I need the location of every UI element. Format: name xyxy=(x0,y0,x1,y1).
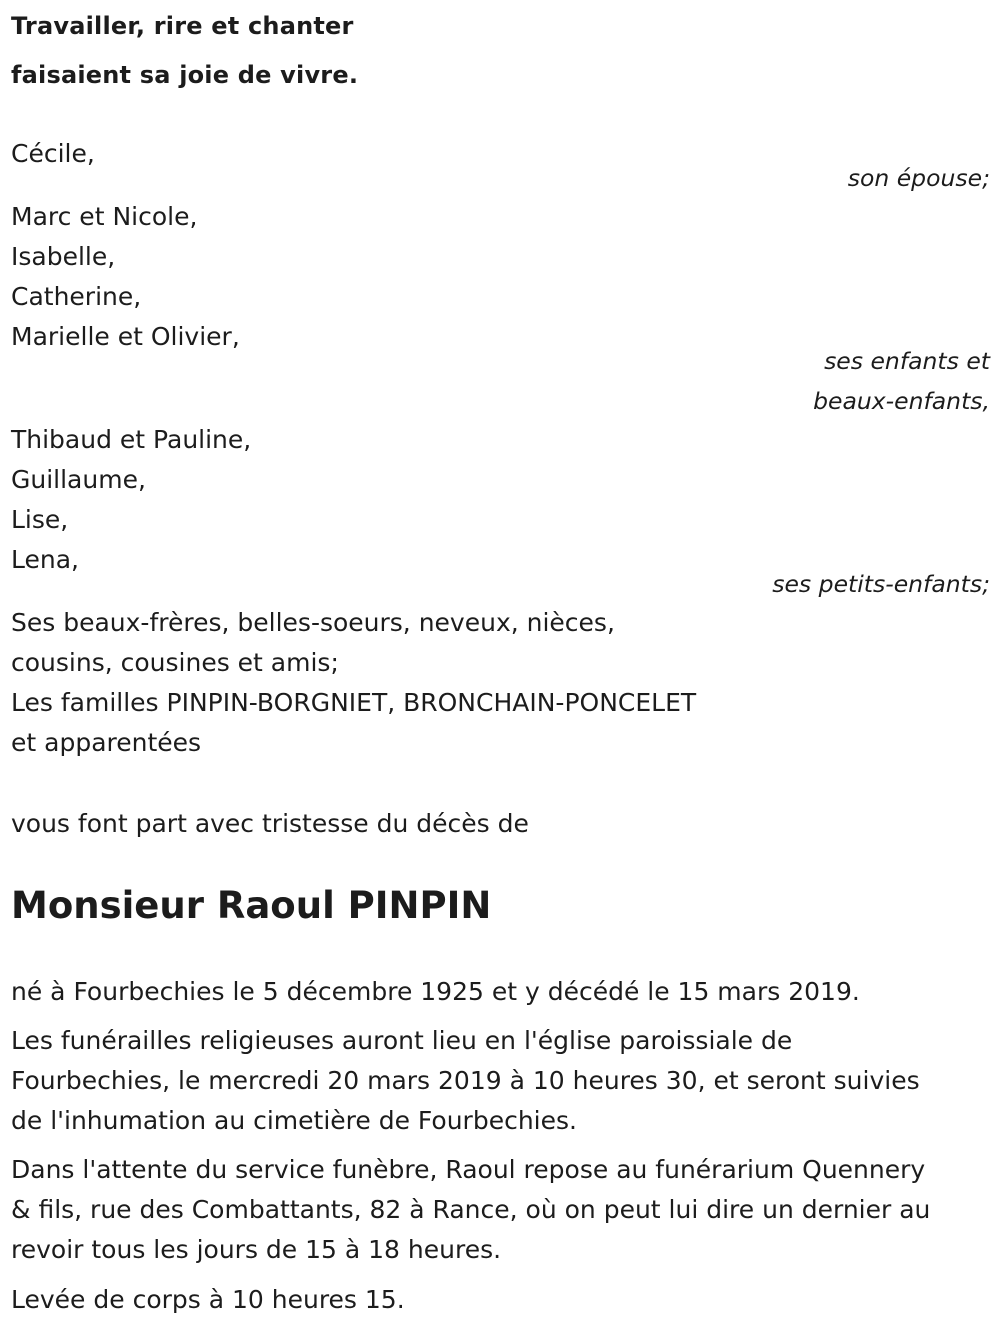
funeral-line: Fourbechies, le mercredi 20 mars 2019 à 10 heures 30, et seront suivies xyxy=(11,1066,920,1095)
children-role-line-1: ses enfants et xyxy=(824,347,990,375)
motto-line-2: faisaient sa joie de vivre. xyxy=(11,61,359,89)
motto-line-1: Travailler, rire et chanter xyxy=(11,12,354,40)
spouse-role: son épouse; xyxy=(847,164,990,192)
extended-family-line: et apparentées xyxy=(11,728,202,757)
grandchild-name: Thibaud et Pauline, xyxy=(11,425,252,454)
grandchild-name: Guillaume, xyxy=(11,465,146,494)
grandchild-name: Lena, xyxy=(11,545,79,574)
levee-text: Levée de corps à 10 heures 15. xyxy=(11,1285,405,1314)
funerarium-line: revoir tous les jours de 15 à 18 heures. xyxy=(11,1235,502,1264)
child-name: Catherine, xyxy=(11,282,142,311)
extended-family-line: Les familles PINPIN-BORGNIET, BRONCHAIN-PONCELET xyxy=(11,688,697,717)
funerarium-paragraph xyxy=(11,1150,991,1270)
extended-family-line: Ses beaux-frères, belles-soeurs, neveux, nièces, xyxy=(11,608,615,637)
grandchild-name: Lise, xyxy=(11,505,69,534)
deceased-name: Monsieur Raoul PINPIN xyxy=(11,884,492,927)
children-role-line-2: beaux-enfants, xyxy=(813,387,990,415)
grandchildren-role: ses petits-enfants; xyxy=(772,570,990,598)
funerarium-line: & fils, rue des Combattants, 82 à Rance, où on peut lui dire un dernier au xyxy=(11,1195,931,1224)
child-name: Marc et Nicole, xyxy=(11,202,198,231)
funeral-line: de l'inhumation au cimetière de Fourbechies. xyxy=(11,1106,577,1135)
extended-family-line: cousins, cousines et amis; xyxy=(11,648,339,677)
funeral-line: Les funérailles religieuses auront lieu en l'église paroissiale de xyxy=(11,1026,793,1055)
spouse-name: Cécile, xyxy=(11,139,95,168)
funerarium-line: Dans l'attente du service funèbre, Raoul repose au funérarium Quennery xyxy=(11,1155,926,1184)
announcement-text: vous font part avec tristesse du décès de xyxy=(11,809,529,838)
child-name: Isabelle, xyxy=(11,242,116,271)
child-name: Marielle et Olivier, xyxy=(11,322,240,351)
birth-death-text: né à Fourbechies le 5 décembre 1925 et y décédé le 15 mars 2019. xyxy=(11,977,860,1006)
funeral-paragraph xyxy=(11,1021,991,1141)
